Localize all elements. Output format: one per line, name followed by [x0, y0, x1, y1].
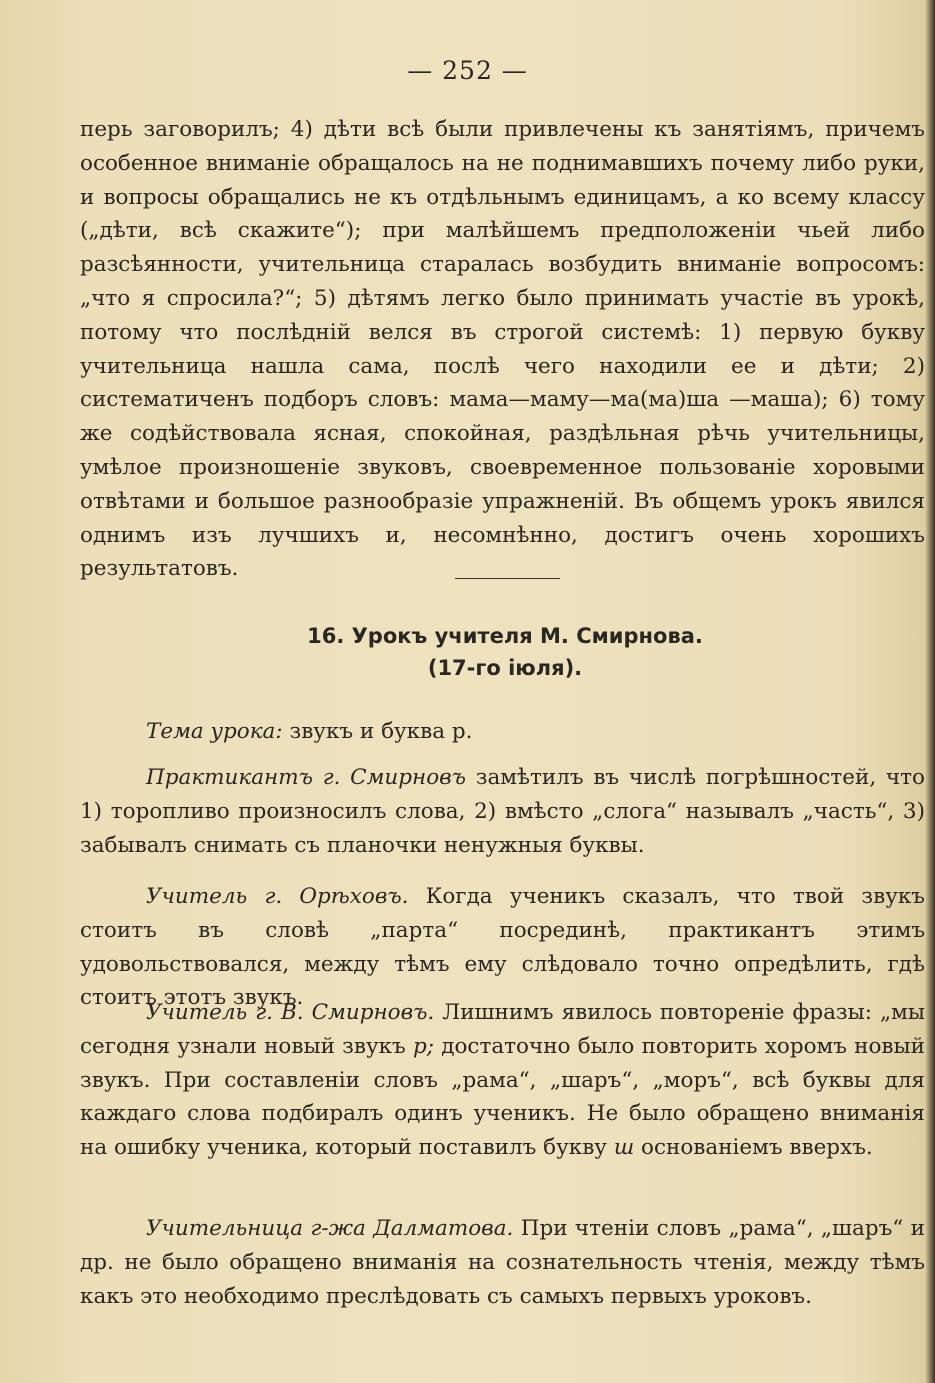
remark-text: При чтеніи словъ „рама“, „шаръ“ и др. не было обращено вниманія на сознательность чтенія, между тѣмъ какъ это необходимо преслѣдовать съ самыхъ первыхъ уроковъ. [80, 1216, 925, 1309]
italic-letter: р; [412, 1033, 434, 1059]
remark-text: Лишнимъ явилось повтореніе фразы: „мы сегодня узнали новый звукъ [80, 1000, 925, 1059]
remark-text: Когда ученикъ сказалъ, что твой звукъ стоитъ въ словѣ „парта“ посрединѣ, практикантъ этимъ удовольствовался, между тѣмъ ему слѣдовало точно опредѣлить, гдѣ стоитъ этотъ звукъ. [80, 884, 925, 1011]
remark-speaker: Учитель г. Орѣховъ. [146, 884, 409, 909]
continued-paragraph [80, 113, 925, 586]
paragraph-text: перь заговорилъ; 4) дѣти всѣ были привлечены къ занятіямъ, причемъ особенное вниманіе обращалось на не поднимавшихъ почему либо руки, и вопросы обращались не къ отдѣльнымъ единицамъ, а ко всему классу („дѣти, всѣ скажите“); при малѣйшемъ предположеніи чьей либо разсѣянности, учительница старалась возбудить вниманіе вопросомъ: „что я спросила?“; 5) дѣтямъ легко было принимать участіе въ урокѣ, потому что послѣдній велся въ строгой системѣ: 1) первую букву учительница нашла сама, послѣ чего находили ее и дѣти; 2) систематиченъ подборъ словъ: мама—маму—ма(ма)ша —маша); 6) тому же содѣйствовала ясная, спокойная, раздѣльная рѣчь учительницы, умѣлое произношеніе звуковъ, своевременное пользованіе хоровыми отвѣтами и большое разнообразіе упражненій. Въ общемъ урокъ явился однимъ изъ лучшихъ и, несомнѣнно, достигъ очень хорошихъ результатовъ. [80, 117, 925, 582]
remark-speaker: Учительница г-жа Далматова. [146, 1216, 514, 1241]
topic-text: звукъ и буква р. [289, 719, 473, 744]
page-edge-shadow [925, 0, 935, 1383]
remark-text: замѣтилъ въ числѣ погрѣшностей, что 1) торопливо произносилъ слова, 2) вмѣсто „слога“ называлъ „часть“, 3) забывалъ снимать съ планочки ненужныя буквы. [80, 765, 925, 858]
remark-smirnov-trainee [80, 761, 925, 862]
section-divider [455, 578, 560, 579]
remark-speaker: Практикантъ г. Смирновъ [146, 765, 466, 790]
remark-dalmatova [80, 1212, 925, 1313]
topic-label: Тема урока: [146, 719, 283, 744]
italic-letter: ш [613, 1135, 635, 1161]
section-date: (17-го іюля). [427, 656, 583, 680]
remark-text: основаніемъ вверхъ. [641, 1135, 873, 1161]
remark-v-smirnov [80, 996, 925, 1165]
section-title: 16. Урокъ учителя М. Смирнова. [307, 624, 703, 648]
page-number: — 252 — [407, 56, 528, 85]
remark-text: достаточно было повторить хоромъ новый звукъ. При составленіи словъ „рама“, „шаръ“, „моръ“, всѣ буквы для каждаго слова подбиралъ одинъ ученикъ. Не было обращено вниманія на ошибку ученика, который поставилъ букву [80, 1033, 925, 1161]
remark-speaker: Учитель г. В. Смирновъ. [146, 1000, 435, 1025]
remark-orekhov [80, 880, 925, 1015]
lesson-topic [80, 715, 925, 749]
